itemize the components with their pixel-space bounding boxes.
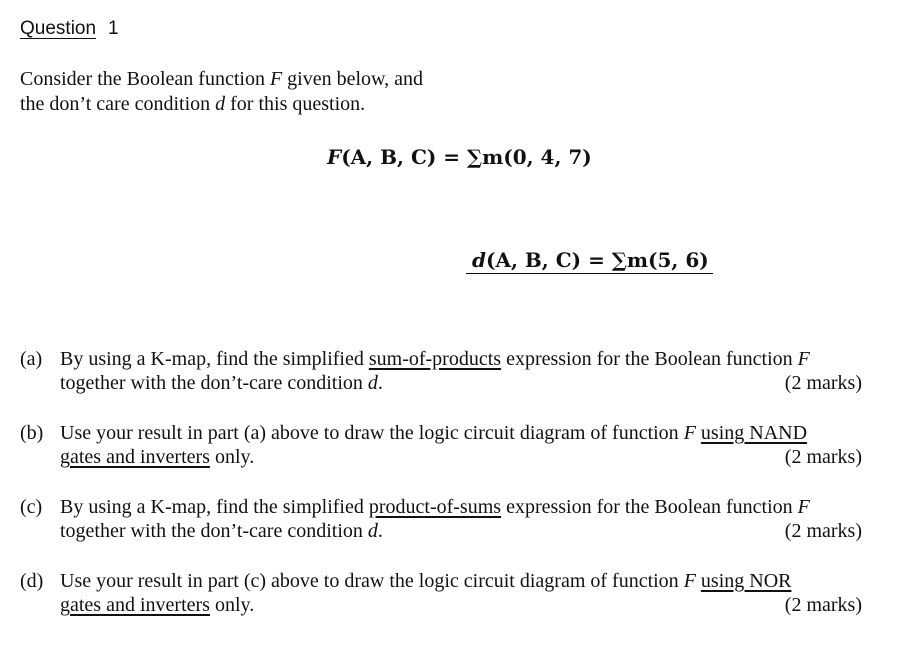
part-a [20, 347, 862, 395]
marks-label: (2 marks) [784, 520, 862, 542]
function-variable: F [797, 348, 810, 370]
underlined-term: gates and inverters [60, 594, 210, 616]
question-number: 1 [108, 18, 119, 39]
part-text: By using a K-map, find the simplified [60, 496, 369, 518]
part-d [20, 569, 862, 617]
part-label: (a) [20, 348, 43, 370]
question-intro [20, 67, 423, 117]
function-variable: F [269, 68, 283, 90]
part-line [60, 519, 862, 543]
dont-care-variable: d [367, 372, 378, 394]
part-text: Use your result in part (c) above to draw the logic circuit diagram of function [60, 570, 684, 592]
question-parts [20, 347, 862, 643]
intro-line-2 [20, 92, 423, 117]
equation-rhs: = ∑m(0, 4, 7) [436, 145, 592, 169]
equation-rhs: = ∑m(5, 6) [581, 248, 709, 272]
part-line [60, 569, 862, 593]
dont-care-variable: d [367, 520, 378, 542]
part-text: only. [209, 446, 255, 468]
part-b [20, 421, 862, 469]
underlined-term: gates and inverters [60, 446, 210, 468]
function-variable: F [683, 570, 696, 592]
equation-lhs: d [472, 248, 486, 272]
underlined-term: using NOR [700, 570, 792, 592]
intro-text: Consider the Boolean function [20, 68, 270, 90]
part-label: (d) [20, 570, 44, 592]
intro-line-1 [20, 67, 423, 92]
marks-label: (2 marks) [784, 446, 862, 468]
part-text: Use your result in part (a) above to draw the logic circuit diagram of function [60, 422, 684, 444]
question-header [20, 18, 119, 40]
dont-care-equation [466, 248, 713, 274]
intro-text: for this question. [225, 93, 366, 115]
part-line [60, 371, 862, 395]
function-variable: F [797, 496, 810, 518]
marks-label: (2 marks) [784, 372, 862, 394]
part-text: together with the don’t-care condition [60, 520, 368, 542]
part-line [60, 495, 862, 519]
intro-text: the don’t care condition [20, 93, 216, 115]
part-text: . [377, 520, 383, 542]
part-line [60, 347, 862, 371]
part-line [60, 593, 862, 617]
part-text: expression for the Boolean function [501, 496, 798, 518]
function-equation [327, 145, 592, 169]
equation-args: (A, B, C) [341, 145, 437, 169]
part-label: (c) [20, 496, 43, 518]
part-text: By using a K-map, find the simplified [60, 348, 369, 370]
intro-text: given below, and [282, 68, 424, 90]
part-text: expression for the Boolean function [501, 348, 798, 370]
part-text: together with the don’t-care condition [60, 372, 368, 394]
part-line [60, 445, 862, 469]
equation-lhs: F [327, 145, 342, 169]
underlined-term: using NAND [700, 422, 808, 444]
underlined-term: sum-of-products [368, 348, 502, 370]
equation-args: (A, B, C) [485, 248, 582, 272]
part-text: only. [209, 594, 255, 616]
part-label: (b) [20, 422, 44, 444]
function-variable: F [683, 422, 696, 444]
question-title: Question [20, 18, 97, 39]
part-c [20, 495, 862, 543]
marks-label: (2 marks) [784, 594, 862, 616]
dont-care-variable: d [215, 93, 226, 115]
part-line [60, 421, 862, 445]
underlined-term: product-of-sums [368, 496, 502, 518]
part-text: . [377, 372, 383, 394]
